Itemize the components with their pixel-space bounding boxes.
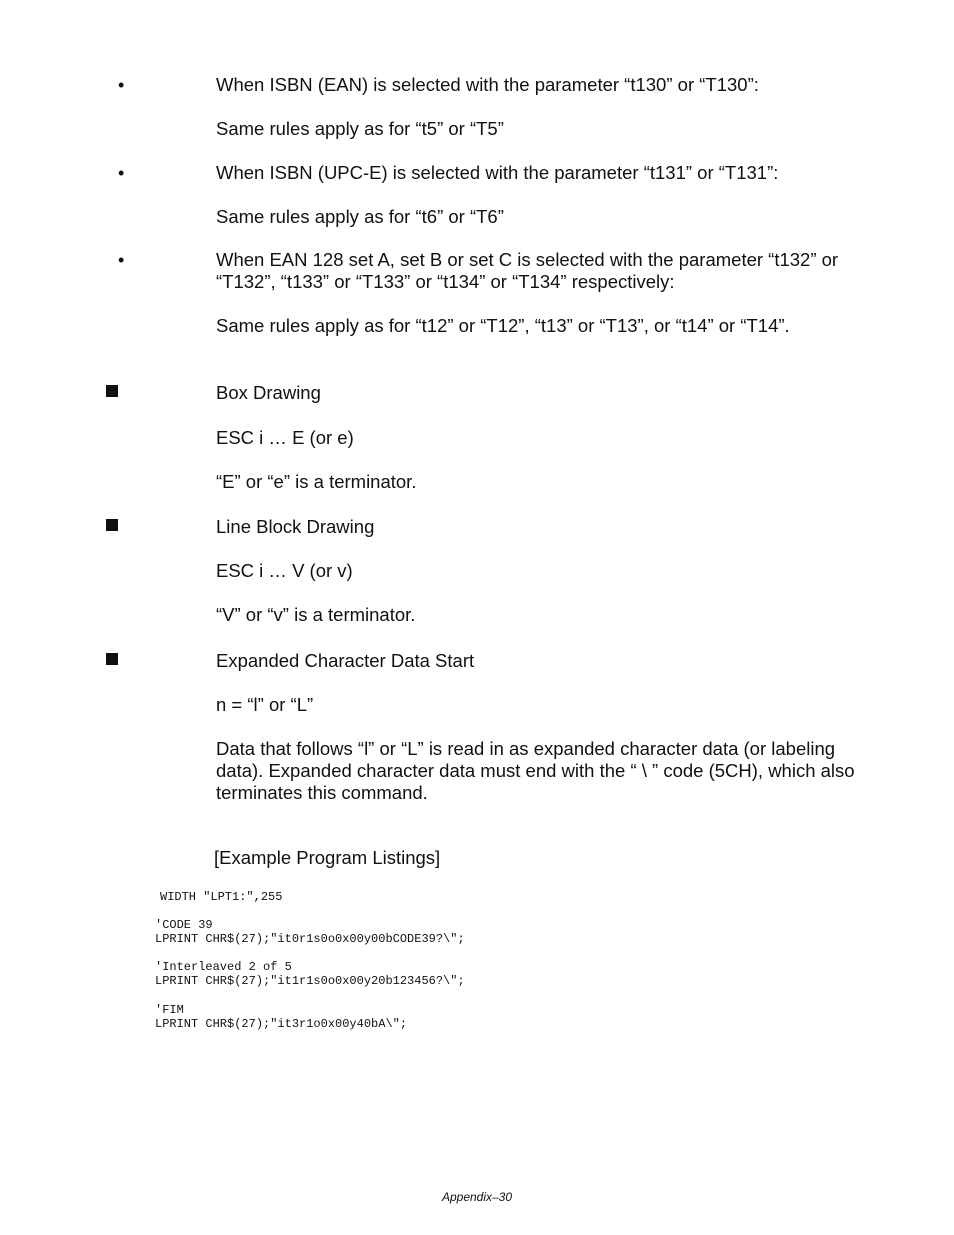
expanded-character-note: Data that follows “l” or “L” is read in as expanded character data (or labeling data). Expanded character data must end with the “ \ ” code (5CH), which also terminates this command. (216, 738, 855, 803)
code-comment: 'Interleaved 2 of 5 (155, 960, 292, 974)
square-bullet-icon (106, 519, 118, 531)
expanded-character-command: n = “l” or “L” (216, 694, 314, 715)
section-title-line-block-drawing: Line Block Drawing (216, 516, 375, 537)
code-line: LPRINT CHR$(27);"it1r1s0o0x00y20b123456?\"; (155, 974, 465, 988)
listing-heading: [Example Program Listings] (214, 847, 441, 868)
bullet-icon: • (118, 163, 125, 183)
ean128-rule: Same rules apply as for “t12” or “T12”, “t13” or “T13”, or “t14” or “T14”. (216, 315, 790, 336)
line-block-drawing-command: ESC i … V (or v) (216, 560, 353, 581)
section-title-expanded-character: Expanded Character Data Start (216, 650, 475, 671)
box-drawing-note: “E” or “e” is a terminator. (216, 471, 417, 492)
code-comment: 'CODE 39 (155, 918, 213, 932)
section-title-box-drawing: Box Drawing (216, 382, 321, 403)
isbn-upce-rule: Same rules apply as for “t6” or “T6” (216, 206, 504, 227)
square-bullet-icon (106, 385, 118, 397)
box-drawing-command: ESC i … E (or e) (216, 427, 354, 448)
page-footer: Appendix–30 (441, 1190, 513, 1204)
isbn-ean-heading: When ISBN (EAN) is selected with the parameter “t130” or “T130”: (216, 74, 759, 95)
line-block-drawing-note: “V” or “v” is a terminator. (216, 604, 416, 625)
code-line: LPRINT CHR$(27);"it0r1s0o0x00y00bCODE39?\"; (155, 932, 465, 946)
bullet-icon: • (118, 250, 125, 270)
isbn-ean-rule: Same rules apply as for “t5” or “T5” (216, 118, 504, 139)
ean128-heading: When EAN 128 set A, set B or set C is selected with the parameter “t132” or “T132”, “t133” or “T133” or “t134” or “T134” respectively: (216, 249, 839, 292)
bullet-icon: • (118, 75, 125, 95)
code-width-line: WIDTH "LPT1:",255 (160, 890, 283, 904)
code-comment: 'FIM (155, 1003, 184, 1017)
square-bullet-icon (106, 653, 118, 665)
code-line: LPRINT CHR$(27);"it3r1o0x00y40bA\"; (155, 1017, 408, 1031)
isbn-upce-heading: When ISBN (UPC-E) is selected with the parameter “t131” or “T131”: (216, 162, 779, 183)
